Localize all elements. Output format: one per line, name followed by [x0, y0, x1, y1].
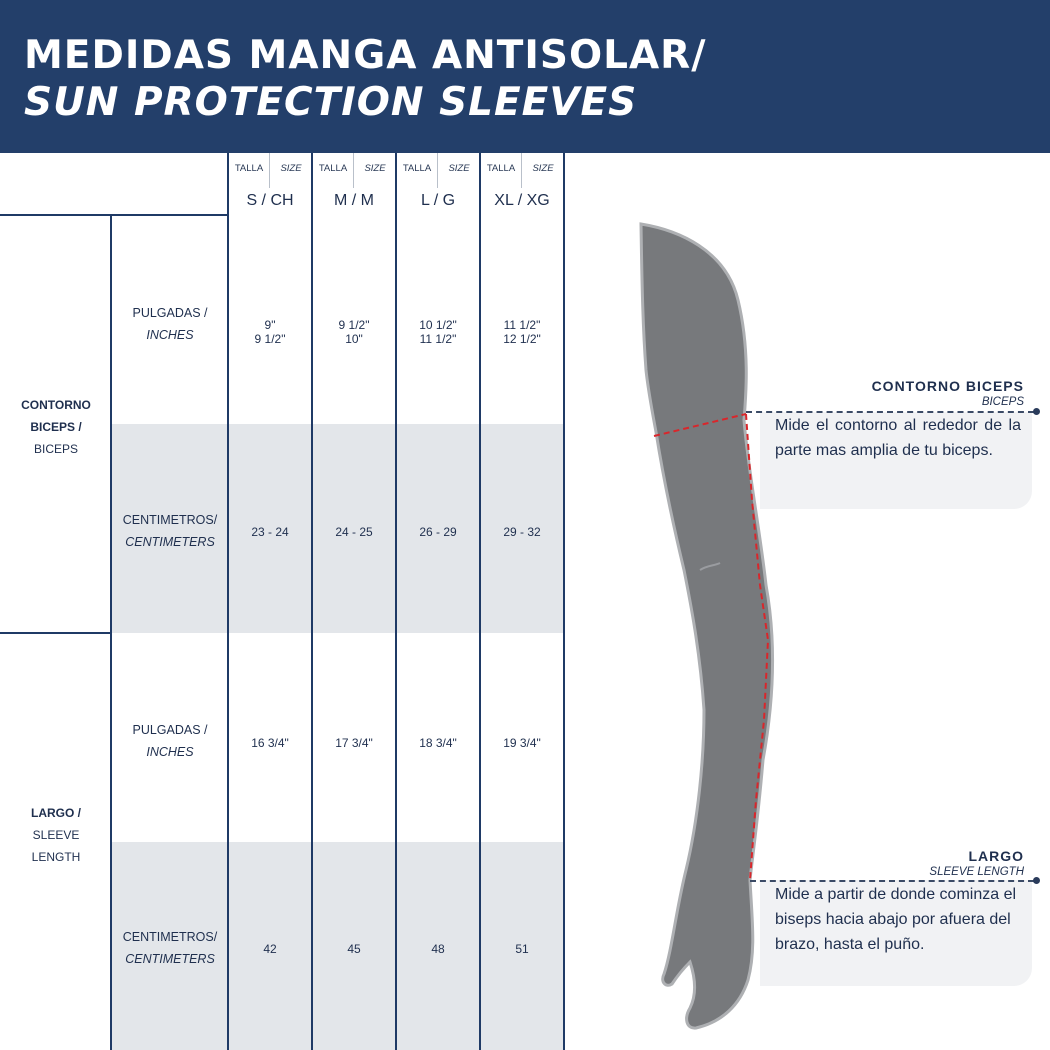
biceps-leader-dot [1033, 408, 1040, 415]
talla-label: TALLA [318, 163, 348, 174]
table-cell: 19 3/4" [503, 736, 541, 750]
length-callout-title: LARGO [968, 848, 1024, 864]
title-line-1: MEDIDAS MANGA ANTISOLAR/ [24, 33, 707, 78]
table-cell: 11 1/2" 12 1/2" [503, 318, 541, 346]
size-label: SIZE [448, 163, 470, 174]
talla-label: TALLA [402, 163, 432, 174]
size-header-s: S / CH [246, 192, 294, 209]
length-callout-text: Mide a partir de donde cominza el biseps hacia abajo por afuera del brazo, hasta el puño. [775, 886, 1017, 953]
table-cell: 17 3/4" [335, 736, 373, 750]
size-header-l: L / G [420, 192, 456, 209]
table-cell: 18 3/4" [419, 736, 457, 750]
size-label: SIZE [280, 163, 302, 174]
size-header-xl: XL / XG [494, 192, 550, 209]
table-cell: 23 - 24 [251, 525, 289, 539]
length-leader-dot [1033, 877, 1040, 884]
table-cell: 45 [347, 942, 361, 956]
table-cell: 51 [515, 942, 529, 956]
table-divider [227, 153, 229, 1050]
table-divider [0, 214, 228, 216]
biceps-callout-title: CONTORNO BICEPS [871, 378, 1024, 394]
table-divider [311, 153, 313, 1050]
table-divider [395, 153, 397, 1050]
biceps-callout-subtitle: BICEPS [981, 396, 1024, 408]
table-cell: 26 - 29 [419, 525, 457, 539]
row-label-centimeters: CENTIMETROS/ CENTIMETERS [122, 930, 218, 966]
row-label-inches: PULGADAS / INCHES [132, 306, 208, 342]
group-label-length: LARGO / SLEEVE LENGTH [31, 806, 81, 864]
talla-label: TALLA [234, 163, 264, 174]
table-divider [479, 153, 481, 1050]
table-cell: 10 1/2" 11 1/2" [419, 318, 457, 346]
row-label-inches: PULGADAS / INCHES [132, 723, 208, 759]
page-header [0, 0, 1050, 153]
table-cell: 24 - 25 [335, 525, 373, 539]
title-line-2: SUN PROTECTION SLEEVES [24, 80, 638, 125]
table-divider [563, 153, 565, 1050]
row-label-centimeters: CENTIMETROS/ CENTIMETERS [122, 513, 218, 549]
table-cell: 9 1/2" 10" [338, 318, 370, 346]
size-label: SIZE [532, 163, 554, 174]
size-header-m: M / M [334, 192, 374, 209]
table-cell: 29 - 32 [503, 525, 541, 539]
table-cell: 42 [263, 942, 277, 956]
table-cell: 9" 9 1/2" [254, 318, 286, 346]
length-callout-subtitle: SLEEVE LENGTH [929, 866, 1024, 878]
size-label: SIZE [364, 163, 386, 174]
talla-label: TALLA [486, 163, 516, 174]
table-divider [0, 632, 110, 634]
group-label-biceps: CONTORNO BICEPS / BICEPS [21, 398, 91, 456]
table-cell: 16 3/4" [251, 736, 289, 750]
table-cell: 48 [431, 942, 445, 956]
arm-silhouette-icon [630, 220, 790, 1035]
biceps-callout-text: Mide el contorno al rededor de la parte mas amplia de tu biceps. [775, 417, 1021, 459]
